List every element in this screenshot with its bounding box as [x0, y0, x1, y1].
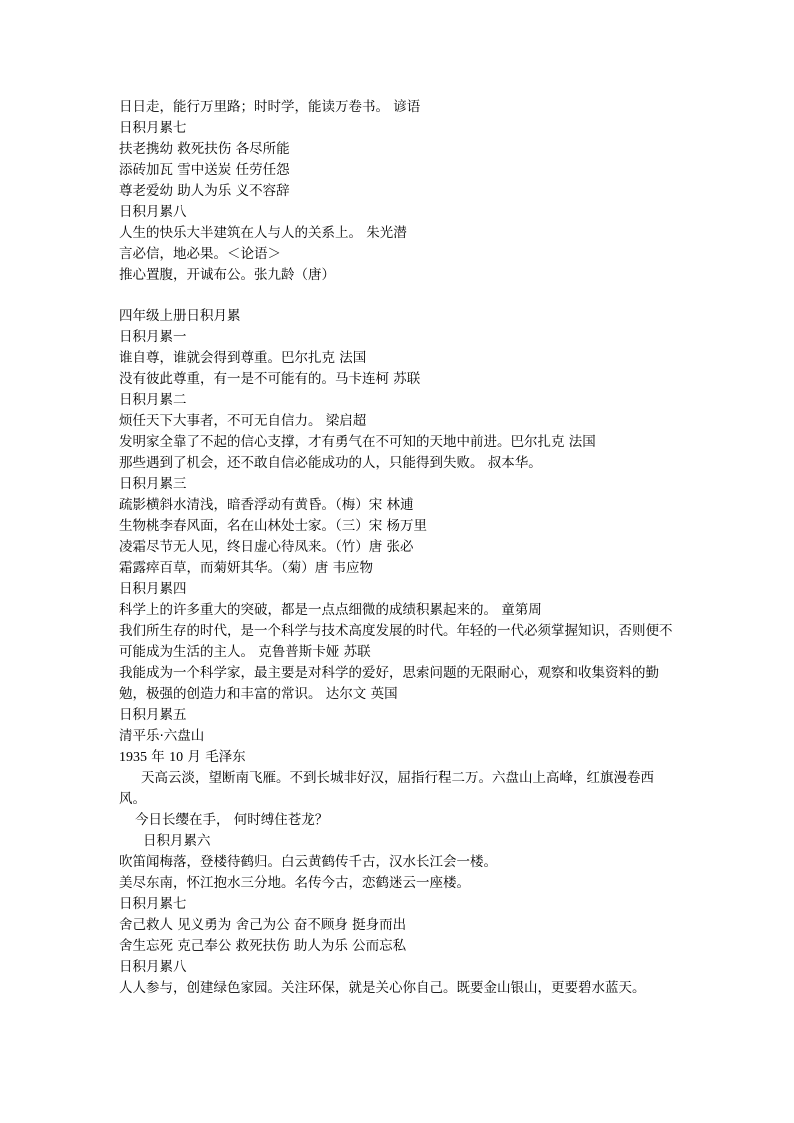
chapter-title: 四年级上册日积月累 — [119, 308, 241, 324]
quote-line: 推心置腹，开诚布公。张九龄（唐） — [119, 267, 335, 283]
section-heading: 日积月累三 — [119, 476, 187, 492]
poem-year-unit: 年 — [151, 749, 165, 765]
section-heading: 日积月累八 — [119, 204, 187, 220]
section-heading: 日积月累七 — [119, 896, 187, 912]
couplet-line: 美尽东南，怀江抱水三分地。名传今古，恋鹤迷云一座楼。 — [119, 875, 470, 891]
idiom-line: 舍己救人 见义勇为 舍己为公 奋不顾身 挺身而出 — [119, 917, 407, 933]
idiom-line: 添砖加瓦 雪中送炭 任劳任怨 — [119, 162, 290, 178]
idiom-line: 扶老携幼 救死扶伤 各尽所能 — [119, 141, 290, 157]
poem-title: 清平乐·六盘山 — [119, 728, 205, 744]
section-heading: 日积月累八 — [119, 959, 187, 975]
quote-line: 科学上的许多重大的突破，都是一点点细微的成绩积累起来的。 童第周 — [119, 602, 542, 618]
quote-paragraph: 我能成为一个科学家，最主要是对科学的爱好，思索问题的无限耐心，观察和收集资料的勤勉，极强的创造力和丰富的常识。 达尔文 英国 — [119, 665, 659, 702]
poem-line: 疏影横斜水清浅，暗香浮动有黄昏。（梅）宋 林逋 — [119, 497, 414, 513]
poem-line: 生物桃李春风面，名在山林处士家。（三）宋 杨万里 — [119, 518, 428, 534]
poem-line: 凌霜尽节无人见，终日虚心待凤来。（竹）唐 张必 — [119, 539, 414, 555]
quote-line: 谁自尊，谁就会得到尊重。巴尔扎克 法国 — [119, 350, 367, 366]
quote-line: 那些遇到了机会，还不敢自信必能成功的人，只能得到失败。 叔本华。 — [119, 455, 542, 471]
poem-line: 霜露瘁百草，而菊妍其华。（菊）唐 韦应物 — [119, 560, 374, 576]
poem-month: 10 — [169, 750, 184, 765]
quote-paragraph: 我们所生存的时代，是一个科学与技术高度发展的时代。年轻的一代必须掌握知识，否则便不可能成为生活的主人。 克鲁普斯卡娅 苏联 — [119, 623, 673, 660]
slogan-line: 人人参与，创建绿色家园。关注环保，就是关心你自己。既要金山银山，更要碧水蓝天。 — [119, 980, 646, 996]
poem-year: 1935 — [119, 750, 147, 765]
idiom-line: 舍生忘死 克己奉公 救死扶伤 助人为乐 公而忘私 — [119, 938, 407, 954]
section-heading: 日积月累一 — [119, 329, 187, 345]
quote-line: 言必信，地必果。＜论语＞ — [119, 246, 281, 262]
section-heading: 日积月累六 — [143, 833, 211, 849]
poem-body: 天高云淡，望断南飞雁。不到长城非好汉，屈指行程二万。六盘山上高峰，红旗漫卷西风。 — [119, 770, 654, 807]
quote-line: 没有彼此尊重，有一是不可能有的。马卡连柯 苏联 — [119, 371, 421, 387]
quote-line: 烦任天下大事者，不可无自信力。 梁启超 — [119, 413, 367, 429]
couplet-line: 吹笛闻梅落，登楼待鹤归。白云黄鹤传千古，汉水长江会一楼。 — [119, 854, 497, 870]
section-heading: 日积月累七 — [119, 120, 187, 136]
quote-line: 人生的快乐大半建筑在人与人的关系上。 朱光潜 — [119, 225, 407, 241]
poem-last-line: 今日长缨在手， 何时缚住苍龙？ — [135, 812, 329, 828]
poem-date-author — [119, 747, 679, 768]
idiom-line: 尊老爱幼 助人为乐 义不容辞 — [119, 183, 290, 199]
proverb-line: 日日走，能行万里路；时时学，能读万卷书。 谚语 — [119, 99, 421, 115]
section-heading: 日积月累四 — [119, 581, 187, 597]
section-heading: 日积月累二 — [119, 392, 187, 408]
quote-line: 发明家全靠了不起的信心支撑，才有勇气在不可知的天地中前进。巴尔扎克 法国 — [119, 434, 596, 450]
poem-month-unit: 月 — [187, 749, 201, 765]
poem-author: 毛泽东 — [205, 749, 246, 765]
section-heading: 日积月累五 — [119, 707, 187, 723]
